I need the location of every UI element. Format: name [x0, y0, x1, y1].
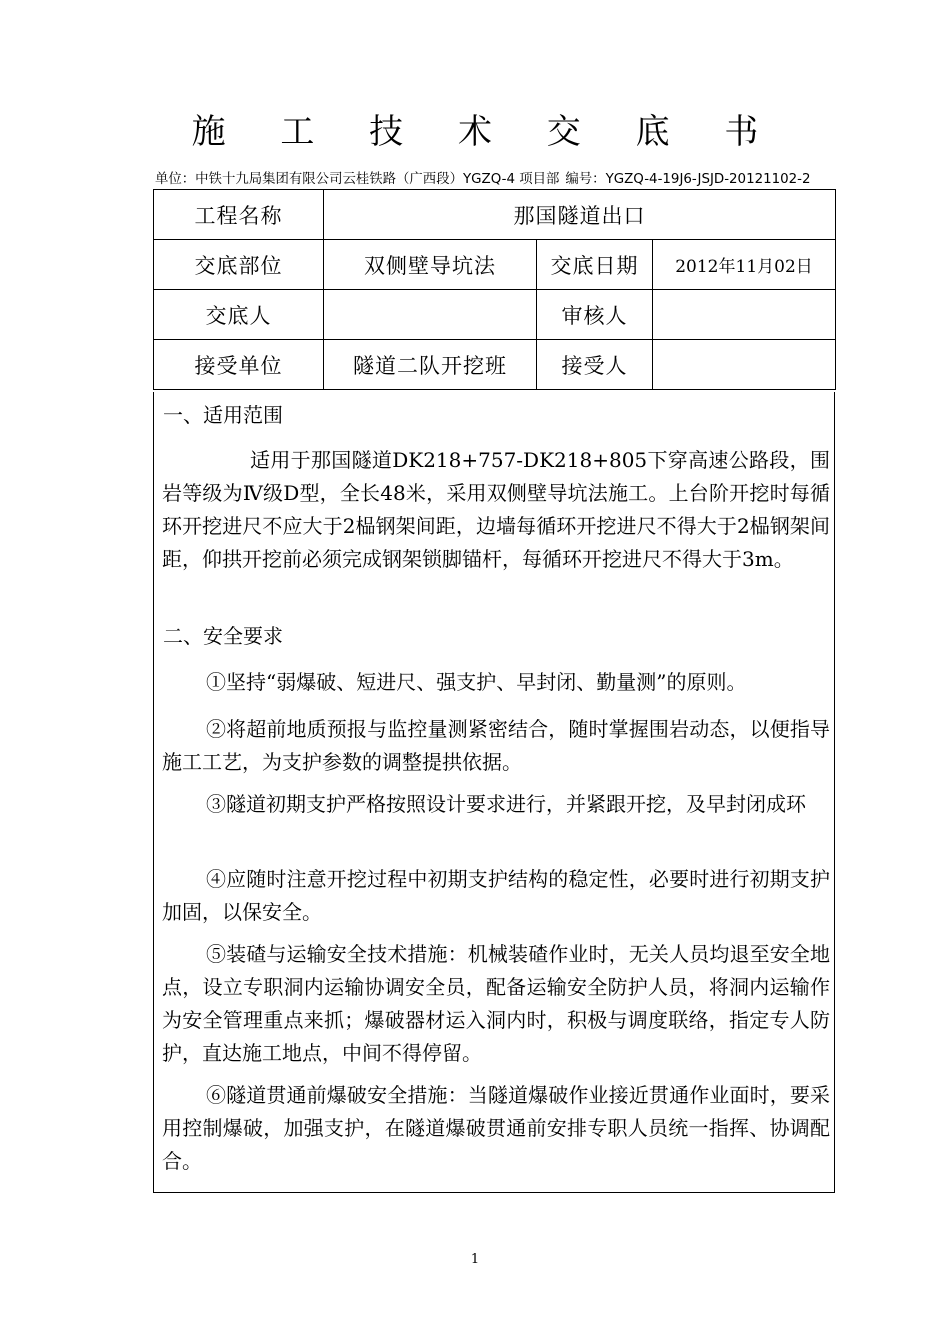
- safety-item: ①坚持“弱爆破、短进尺、强支护、早封闭、勤量测”的原则。: [206, 670, 747, 694]
- table-row: [154, 290, 836, 340]
- number-text: 编号：YGZQ-4-19J6-JSJD-20121102-2: [565, 172, 811, 187]
- page-number: 1: [470, 1252, 480, 1267]
- safety-item: ⑥隧道贯通前爆破安全措施：当隧道爆破作业接近贯通作业面时，要采用控制爆破，加强支护，在隧道爆破贯通前安排专职人员统一指挥、协调配合。: [162, 1083, 830, 1173]
- document-title: 施 工 技 术 交 底 书: [191, 112, 781, 152]
- section1-heading: 一、适用范围: [163, 403, 283, 427]
- section2-heading: 二、安全要求: [163, 624, 283, 648]
- project-value: 那国隧道出口: [324, 190, 836, 240]
- safety-item: ③隧道初期支护严格按照设计要求进行，并紧跟开挖，及早封闭成环: [206, 792, 806, 816]
- receiver-unit-label: 接受单位: [154, 340, 324, 390]
- receiver-unit-value: 隧道二队开挖班: [324, 340, 537, 390]
- info-table: [153, 189, 836, 390]
- date-value: 2012年11月02日: [653, 240, 836, 290]
- safety-item: ④应随时注意开挖过程中初期支护结构的稳定性，必要时进行初期支护加固，以保安全。: [162, 867, 830, 924]
- part-label: 交底部位: [154, 240, 324, 290]
- content-box: [153, 392, 835, 1193]
- reviewer-value: [653, 290, 836, 340]
- safety-item: ②将超前地质预报与监控量测紧密结合，随时掌握围岩动态，以便指导施工工艺，为支护参数的调整提拱依据。: [162, 717, 830, 774]
- safety-item: ⑤装碴与运输安全技术措施：机械装碴作业时，无关人员均退至安全地点，设立专职洞内运输协调安全员，配备运输安全防护人员，将洞内运输作为安全管理重点来抓；爆破器材运入洞内时，积极与调度联络，指定专人防护，直达施工地点，中间不得停留。: [162, 942, 830, 1065]
- section1-paragraph: 适用于那国隧道DK218+757-DK218+805下穿高速公路段，围岩等级为Ⅳ级D型，全长48米，采用双侧壁导坑法施工。上台阶开挖时每循环开挖进尺不应大于2榀钢架间距，边墙每循环开挖进尺不得大于2榀钢架间距，仰拱开挖前必须完成钢架锁脚锚杆，每循环开挖进尺不得大于3m。: [162, 448, 830, 571]
- date-label: 交底日期: [537, 240, 653, 290]
- document-meta: [155, 168, 845, 187]
- project-label: 工程名称: [154, 190, 324, 240]
- person-value: [324, 290, 537, 340]
- unit-text: 单位：中铁十九局集团有限公司云桂铁路（广西段）YGZQ-4 项目部: [155, 172, 560, 187]
- table-row: [154, 340, 836, 390]
- table-row: [154, 190, 836, 240]
- receiver-value: [653, 340, 836, 390]
- person-label: 交底人: [154, 290, 324, 340]
- part-value: 双侧壁导坑法: [324, 240, 537, 290]
- receiver-label: 接受人: [537, 340, 653, 390]
- reviewer-label: 审核人: [537, 290, 653, 340]
- table-row: [154, 240, 836, 290]
